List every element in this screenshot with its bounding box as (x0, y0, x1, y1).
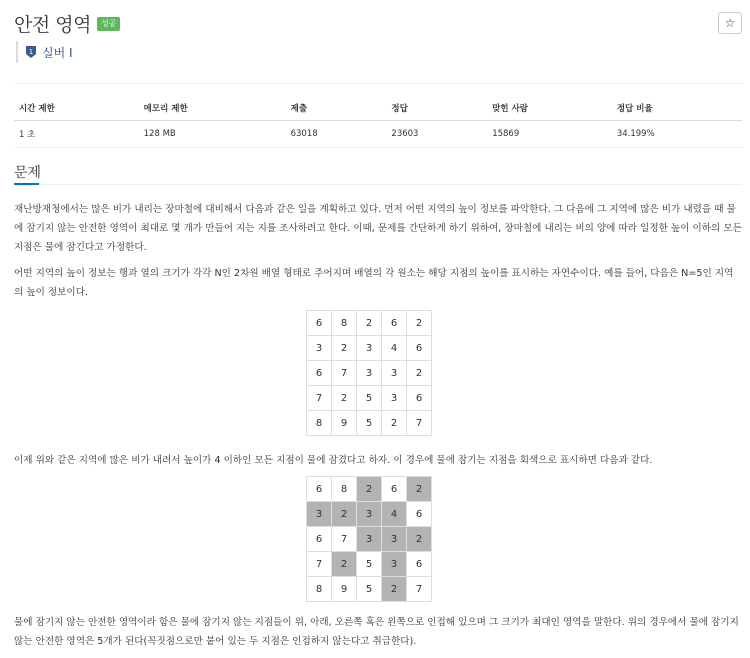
section-underline (14, 183, 39, 185)
grid-cell: 6 (407, 552, 432, 577)
header-time-limit: 시간 제한 (14, 96, 139, 121)
grid-row (307, 386, 432, 411)
problem-paragraph-4: 물에 잠기지 않는 안전한 영역이라 함은 물에 잠기지 않는 지점들이 위, 아래, 오른쪽 혹은 왼쪽으로 인접해 있으며 그 크기가 최대인 영역을 말한다. 위의 경우에서 물에 잠기지 않는 안전한 영역은 5개가 된다(꼭짓점으로만 붙어 있는 두 지점은 인접하지 않는다고 취급한다). (14, 617, 739, 647)
grid-row (307, 502, 432, 527)
grid-cell: 3 (307, 336, 332, 361)
grid-cell: 6 (382, 311, 407, 336)
star-icon: ☆ (724, 16, 736, 30)
grid-cell: 7 (332, 527, 357, 552)
grid-cell: 3 (382, 527, 407, 552)
grid-cell: 2 (357, 477, 382, 502)
grid-cell: 7 (307, 386, 332, 411)
grid-cell: 2 (407, 527, 432, 552)
grid-cell: 2 (332, 386, 357, 411)
grid-cell: 8 (332, 477, 357, 502)
grid-cell: 4 (382, 502, 407, 527)
grid-cell: 6 (307, 311, 332, 336)
height-grid (306, 310, 432, 436)
grid-row (307, 336, 432, 361)
grid-cell: 2 (407, 361, 432, 386)
grid-cell: 8 (307, 577, 332, 602)
grid-cell: 9 (332, 411, 357, 436)
grid-cell: 5 (357, 386, 382, 411)
header-submissions: 제출 (286, 96, 387, 121)
value-time-limit: 1 초 (14, 121, 139, 148)
grid-row (307, 527, 432, 552)
table-row (14, 121, 742, 148)
grid-cell: 7 (332, 361, 357, 386)
tier-label: 실버 I (42, 45, 73, 60)
value-memory-limit: 128 MB (139, 121, 286, 148)
value-solvers: 15869 (487, 121, 612, 148)
grid-cell: 3 (357, 336, 382, 361)
grid-cell: 3 (382, 552, 407, 577)
grid-cell: 2 (382, 411, 407, 436)
header-accepted: 정답 (386, 96, 487, 121)
divider (14, 83, 742, 84)
grid-cell: 6 (307, 361, 332, 386)
grid-cell: 7 (307, 552, 332, 577)
grid-cell: 6 (407, 502, 432, 527)
grid-cell: 2 (407, 477, 432, 502)
grid-row (307, 477, 432, 502)
grid-cell: 2 (357, 311, 382, 336)
value-submissions: 63018 (286, 121, 387, 148)
tier-info[interactable] (16, 41, 73, 63)
grid-cell: 7 (407, 411, 432, 436)
grid-cell: 8 (307, 411, 332, 436)
grid-cell: 6 (407, 386, 432, 411)
header-solvers: 맞힌 사람 (487, 96, 612, 121)
value-accepted: 23603 (386, 121, 487, 148)
grid-cell: 3 (382, 386, 407, 411)
grid-row (307, 361, 432, 386)
flooded-grid (306, 476, 432, 602)
grid-cell: 2 (332, 552, 357, 577)
grid-cell: 7 (407, 577, 432, 602)
grid-cell: 9 (332, 577, 357, 602)
header-ratio: 정답 비율 (612, 96, 742, 121)
header-memory-limit: 메모리 제한 (139, 96, 286, 121)
grid-cell: 3 (382, 361, 407, 386)
grid-cell: 2 (332, 336, 357, 361)
grid-cell: 2 (407, 311, 432, 336)
svg-text:1: 1 (28, 48, 34, 56)
grid-row (307, 552, 432, 577)
title-row (14, 10, 120, 37)
grid-cell: 3 (357, 361, 382, 386)
problem-paragraph-3: 이제 위와 같은 지역에 많은 비가 내려서 높이가 4 이하인 모든 지점이 물에 잠겼다고 하자. 이 경우에 물에 잠기는 지점을 회색으로 표시하면 다음과 같다. (14, 455, 653, 466)
section-divider (14, 184, 742, 185)
grid-cell: 2 (382, 577, 407, 602)
grid-row (307, 411, 432, 436)
grid-cell: 3 (307, 502, 332, 527)
grid-cell: 4 (382, 336, 407, 361)
status-badge: 성공 (97, 17, 120, 31)
tier-shield-icon (25, 45, 37, 59)
grid-cell: 6 (407, 336, 432, 361)
favorite-button[interactable] (718, 12, 742, 34)
problem-paragraph-1: 재난방재청에서는 많은 비가 내리는 장마철에 대비해서 다음과 같은 일을 계획하고 있다. 먼저 어떤 지역의 높이 정보를 파악한다. 그 다음에 그 지역에 많은 비가 내렸을 때 물에 잠기지 않는 안전한 영역이 최대로 몇 개가 만들어 지는 지를 조사하려고 한다. 이때, 문제를 간단하게 하기 위하여, 장마철에 내리는 비의 양에 따라 일정한 높이 이하의 모든 지점은 물에 잠긴다고 가정한다. (14, 204, 742, 253)
value-ratio: 34.199% (612, 121, 742, 148)
section-title: 문제 (14, 165, 42, 181)
grid-row (307, 311, 432, 336)
grid-cell: 5 (357, 411, 382, 436)
grid-cell: 6 (382, 477, 407, 502)
grid-cell: 6 (307, 477, 332, 502)
grid-cell: 2 (332, 502, 357, 527)
problem-title: 안전 영역 (14, 14, 91, 36)
grid-row (307, 577, 432, 602)
grid-cell: 3 (357, 527, 382, 552)
problem-info-table (14, 96, 742, 148)
grid-cell: 3 (357, 502, 382, 527)
grid-cell: 5 (357, 552, 382, 577)
grid-cell: 6 (307, 527, 332, 552)
table-header-row (14, 96, 742, 121)
grid-cell: 8 (332, 311, 357, 336)
problem-paragraph-2: 어떤 지역의 높이 정보는 행과 열의 크기가 각각 N인 2차원 배열 형태로 주어지며 배열의 각 원소는 해당 지점의 높이를 표시하는 자연수이다. 예를 들어, 다음은 N=5인 지역의 높이 정보이다. (14, 268, 734, 298)
grid-cell: 5 (357, 577, 382, 602)
